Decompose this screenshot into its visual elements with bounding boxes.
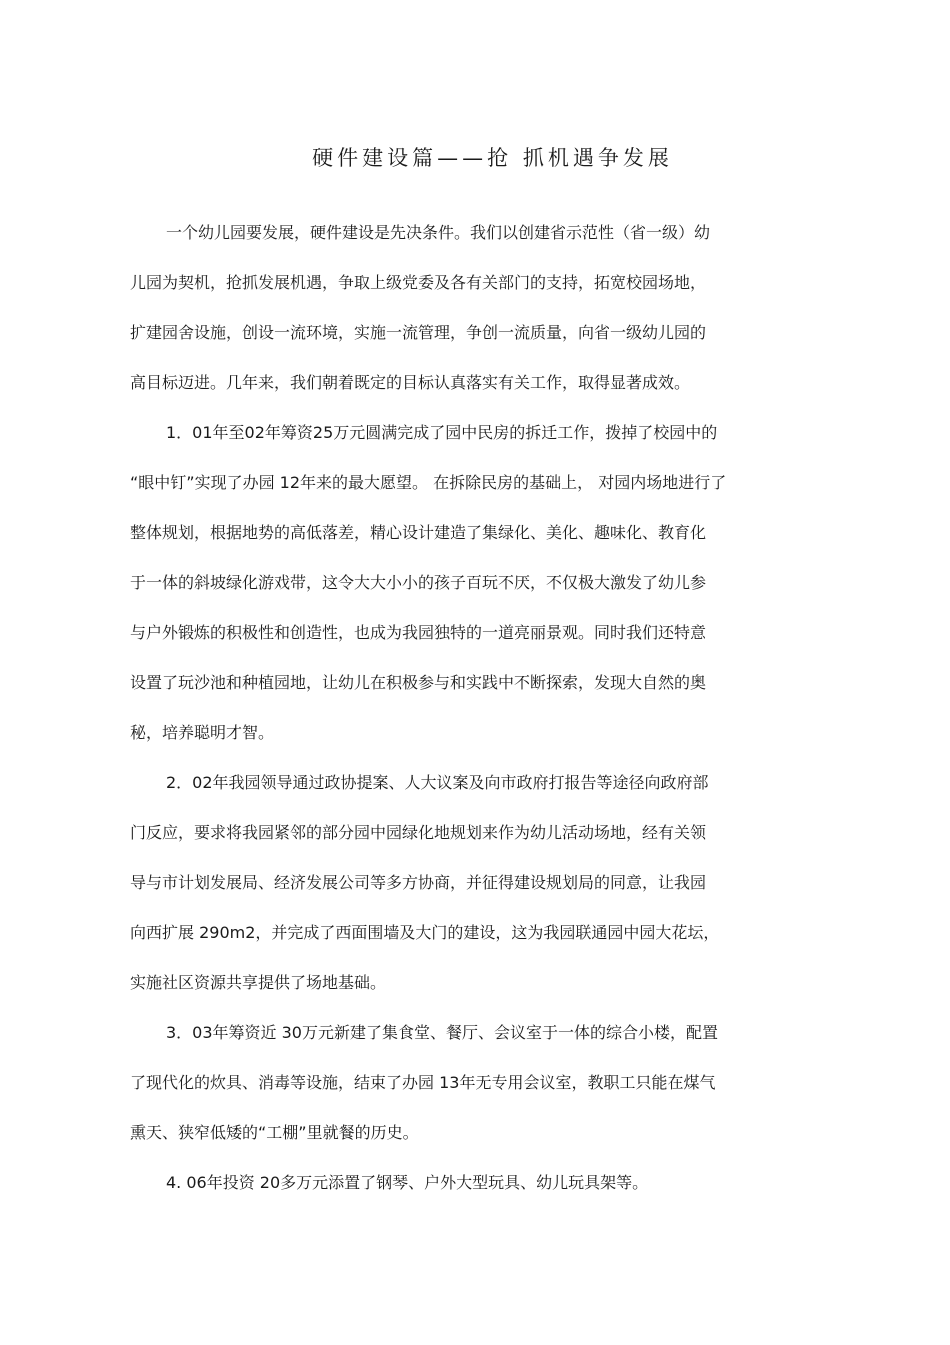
paragraph-line: 熏天、狭窄低矮的“工棚”里就餐的历史。 xyxy=(130,1123,419,1142)
paragraph-line: 与户外锻炼的积极性和创造性，也成为我园独特的一道亮丽景观。同时我们还特意 xyxy=(130,623,707,642)
document-title: 硬件建设篇——抢 抓机遇争发展 xyxy=(312,146,673,171)
paragraph-line: 向西扩展 290m2，并完成了西面围墙及大门的建设，这为我园联通园中园大花坛， xyxy=(130,923,720,942)
paragraph-line: 整体规划，根据地势的高低落差，精心设计建造了集绿化、美化、趣味化、教育化 xyxy=(130,523,707,542)
paragraph-line: 1．01年至02年筹资25万元圆满完成了园中民房的拆迁工作，拨掉了校园中的 xyxy=(166,423,718,442)
paragraph-line: 儿园为契机，抢抓发展机遇，争取上级党委及各有关部门的支持，拓宽校园场地， xyxy=(130,273,707,292)
paragraph-line: 实施社区资源共享提供了场地基础。 xyxy=(130,973,387,992)
paragraph-line: 秘，培养聪明才智。 xyxy=(130,723,275,742)
paragraph-line: 2．02年我园领导通过政协提案、人大议案及向市政府打报告等途径向政府部 xyxy=(166,773,709,792)
paragraph-line: 了现代化的炊具、消毒等设施，结束了办园 13年无专用会议室，教职工只能在煤气 xyxy=(130,1073,716,1092)
paragraph-line: “眼中钉”实现了办园 12年来的最大愿望。 在拆除民房的基础上， 对园内场地进行了 xyxy=(130,473,727,492)
paragraph-line: 3．03年筹资近 30万元新建了集食堂、餐厅、会议室于一体的综合小楼，配置 xyxy=(166,1023,718,1042)
paragraph-line: 设置了玩沙池和种植园地，让幼儿在积极参与和实践中不断探索，发现大自然的奥 xyxy=(130,673,707,692)
paragraph-line: 4. 06年投资 20多万元添置了钢琴、户外大型玩具、幼儿玩具架等。 xyxy=(166,1173,649,1192)
paragraph-line: 一个幼儿园要发展，硬件建设是先决条件。我们以创建省示范性（省一级）幼 xyxy=(166,223,711,242)
paragraph-line: 高目标迈进。几年来，我们朝着既定的目标认真落实有关工作，取得显著成效。 xyxy=(130,373,691,392)
paragraph-line: 门反应，要求将我园紧邻的部分园中园绿化地规划来作为幼儿活动场地，经有关领 xyxy=(130,823,707,842)
paragraph-line: 导与市计划发展局、经济发展公司等多方协商，并征得建设规划局的同意，让我园 xyxy=(130,873,707,892)
paragraph-line: 于一体的斜坡绿化游戏带，这令大大小小的孩子百玩不厌，不仅极大激发了幼儿参 xyxy=(130,573,707,592)
paragraph-line: 扩建园舍设施，创设一流环境，实施一流管理，争创一流质量，向省一级幼儿园的 xyxy=(130,323,707,342)
